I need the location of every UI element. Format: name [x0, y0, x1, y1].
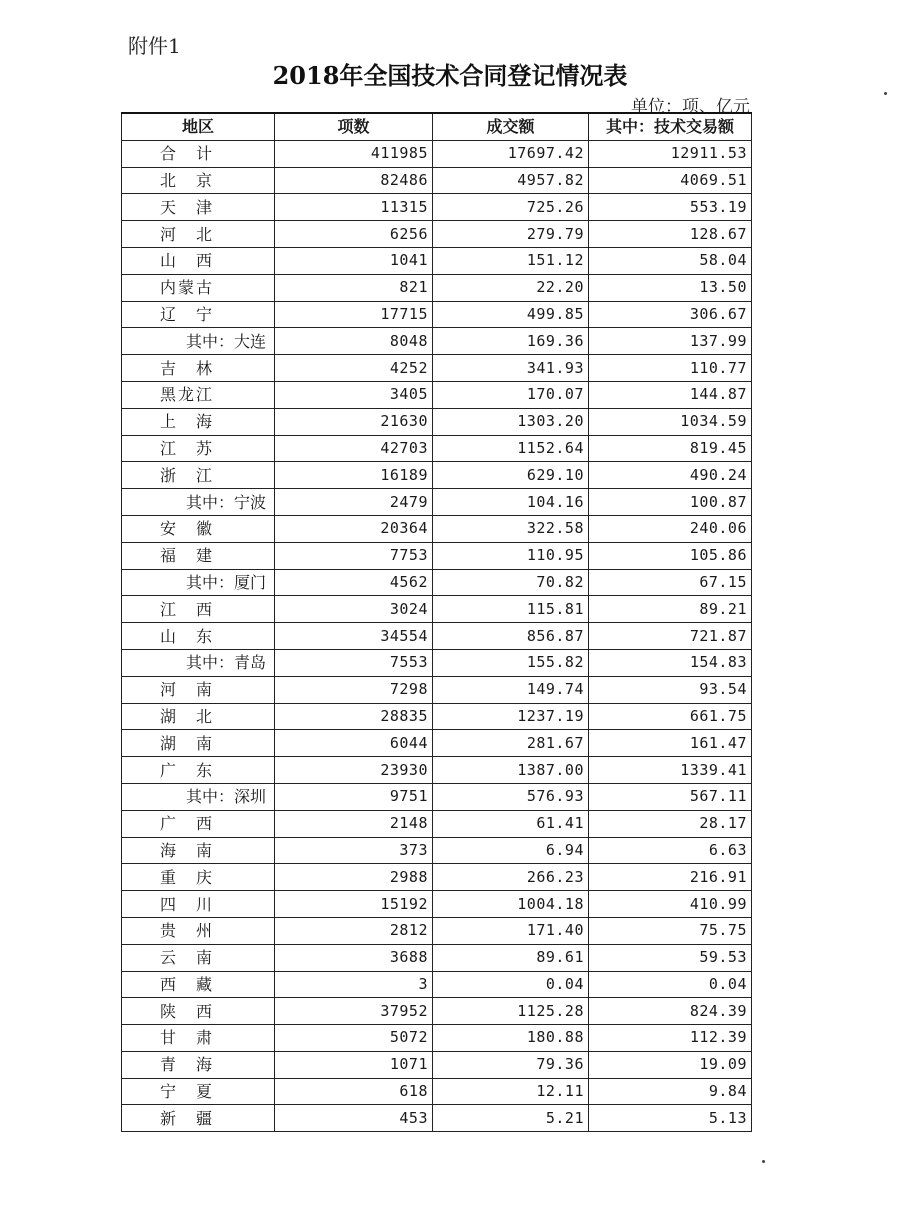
amount-cell: 169.36 [433, 328, 589, 355]
amount-cell: 61.41 [433, 810, 589, 837]
table-row [122, 676, 752, 703]
region-cell: 黑龙江 [122, 381, 275, 408]
region-cell: 北 京 [122, 167, 275, 194]
table-row [122, 1025, 752, 1052]
count-cell: 373 [275, 837, 433, 864]
count-cell: 6256 [275, 221, 433, 248]
region-cell: 山 西 [122, 247, 275, 274]
amount-cell: 79.36 [433, 1051, 589, 1078]
region-cell: 四 川 [122, 891, 275, 918]
count-cell: 821 [275, 274, 433, 301]
count-cell: 11315 [275, 194, 433, 221]
count-cell: 3 [275, 971, 433, 998]
count-cell: 4562 [275, 569, 433, 596]
count-cell: 5072 [275, 1025, 433, 1052]
tech-amount-cell: 28.17 [589, 810, 752, 837]
count-cell: 21630 [275, 408, 433, 435]
count-cell: 2812 [275, 917, 433, 944]
table-row [122, 194, 752, 221]
region-cell: 其中：青岛 [122, 649, 275, 676]
count-cell: 7553 [275, 649, 433, 676]
region-cell: 海 南 [122, 837, 275, 864]
region-cell: 广 西 [122, 810, 275, 837]
region-cell: 陕 西 [122, 998, 275, 1025]
amount-cell: 6.94 [433, 837, 589, 864]
table-row [122, 730, 752, 757]
count-cell: 2988 [275, 864, 433, 891]
table-row [122, 649, 752, 676]
count-cell: 28835 [275, 703, 433, 730]
tech-amount-cell: 144.87 [589, 381, 752, 408]
tech-amount-cell: 137.99 [589, 328, 752, 355]
amount-cell: 180.88 [433, 1025, 589, 1052]
region-cell: 辽 宁 [122, 301, 275, 328]
tech-amount-cell: 112.39 [589, 1025, 752, 1052]
count-cell: 23930 [275, 757, 433, 784]
scan-speck [762, 1160, 765, 1163]
table-row [122, 462, 752, 489]
header-region: 地区 [122, 113, 275, 140]
region-cell: 合 计 [122, 140, 275, 167]
tech-amount-cell: 1339.41 [589, 757, 752, 784]
region-cell: 江 苏 [122, 435, 275, 462]
region-cell: 其中：厦门 [122, 569, 275, 596]
table-row [122, 1078, 752, 1105]
region-cell: 湖 北 [122, 703, 275, 730]
region-cell: 云 南 [122, 944, 275, 971]
count-cell: 2148 [275, 810, 433, 837]
tech-amount-cell: 89.21 [589, 596, 752, 623]
table-row [122, 221, 752, 248]
table-row [122, 408, 752, 435]
header-amount: 成交额 [433, 113, 589, 140]
count-cell: 17715 [275, 301, 433, 328]
table-row [122, 864, 752, 891]
tech-contract-table [121, 112, 752, 1132]
amount-cell: 279.79 [433, 221, 589, 248]
amount-cell: 5.21 [433, 1105, 589, 1132]
amount-cell: 171.40 [433, 917, 589, 944]
tech-amount-cell: 75.75 [589, 917, 752, 944]
region-cell: 湖 南 [122, 730, 275, 757]
table-row [122, 998, 752, 1025]
region-cell: 广 东 [122, 757, 275, 784]
amount-cell: 151.12 [433, 247, 589, 274]
tech-amount-cell: 661.75 [589, 703, 752, 730]
table-row [122, 489, 752, 516]
table-row [122, 381, 752, 408]
amount-cell: 1387.00 [433, 757, 589, 784]
tech-amount-cell: 58.04 [589, 247, 752, 274]
table-row [122, 569, 752, 596]
count-cell: 1041 [275, 247, 433, 274]
unit-note: 单位：项、亿元 [631, 97, 750, 117]
tech-amount-cell: 410.99 [589, 891, 752, 918]
amount-cell: 170.07 [433, 381, 589, 408]
count-cell: 3405 [275, 381, 433, 408]
tech-amount-cell: 216.91 [589, 864, 752, 891]
table-row [122, 301, 752, 328]
tech-amount-cell: 306.67 [589, 301, 752, 328]
amount-cell: 0.04 [433, 971, 589, 998]
count-cell: 2479 [275, 489, 433, 516]
table-header-row [122, 113, 752, 140]
amount-cell: 341.93 [433, 355, 589, 382]
region-cell: 安 徽 [122, 515, 275, 542]
tech-amount-cell: 154.83 [589, 649, 752, 676]
region-cell: 福 建 [122, 542, 275, 569]
amount-cell: 725.26 [433, 194, 589, 221]
tech-amount-cell: 12911.53 [589, 140, 752, 167]
table-row [122, 140, 752, 167]
amount-cell: 70.82 [433, 569, 589, 596]
table-row [122, 917, 752, 944]
amount-cell: 4957.82 [433, 167, 589, 194]
table-row [122, 810, 752, 837]
region-cell: 山 东 [122, 623, 275, 650]
region-cell: 其中：深圳 [122, 783, 275, 810]
tech-amount-cell: 721.87 [589, 623, 752, 650]
amount-cell: 110.95 [433, 542, 589, 569]
amount-cell: 155.82 [433, 649, 589, 676]
region-cell: 甘 肃 [122, 1025, 275, 1052]
count-cell: 42703 [275, 435, 433, 462]
amount-cell: 115.81 [433, 596, 589, 623]
scan-speck [884, 92, 887, 95]
table-row [122, 435, 752, 462]
amount-cell: 17697.42 [433, 140, 589, 167]
table-row [122, 167, 752, 194]
amount-cell: 1303.20 [433, 408, 589, 435]
count-cell: 9751 [275, 783, 433, 810]
tech-amount-cell: 59.53 [589, 944, 752, 971]
tech-amount-cell: 6.63 [589, 837, 752, 864]
count-cell: 34554 [275, 623, 433, 650]
table-row [122, 247, 752, 274]
amount-cell: 149.74 [433, 676, 589, 703]
amount-cell: 1125.28 [433, 998, 589, 1025]
count-cell: 7753 [275, 542, 433, 569]
tech-amount-cell: 1034.59 [589, 408, 752, 435]
region-cell: 河 南 [122, 676, 275, 703]
attachment-label: 附件1 [128, 34, 181, 58]
count-cell: 16189 [275, 462, 433, 489]
header-count: 项数 [275, 113, 433, 140]
count-cell: 1071 [275, 1051, 433, 1078]
tech-amount-cell: 824.39 [589, 998, 752, 1025]
table-row [122, 757, 752, 784]
tech-amount-cell: 128.67 [589, 221, 752, 248]
amount-cell: 322.58 [433, 515, 589, 542]
amount-cell: 499.85 [433, 301, 589, 328]
tech-amount-cell: 553.19 [589, 194, 752, 221]
amount-cell: 281.67 [433, 730, 589, 757]
amount-cell: 266.23 [433, 864, 589, 891]
region-cell: 宁 夏 [122, 1078, 275, 1105]
table-row [122, 783, 752, 810]
amount-cell: 1237.19 [433, 703, 589, 730]
tech-amount-cell: 105.86 [589, 542, 752, 569]
count-cell: 618 [275, 1078, 433, 1105]
count-cell: 82486 [275, 167, 433, 194]
tech-amount-cell: 4069.51 [589, 167, 752, 194]
table-body [122, 140, 752, 1131]
amount-cell: 1152.64 [433, 435, 589, 462]
count-cell: 8048 [275, 328, 433, 355]
tech-amount-cell: 100.87 [589, 489, 752, 516]
table-row [122, 542, 752, 569]
table-row [122, 355, 752, 382]
table-row [122, 515, 752, 542]
tech-amount-cell: 93.54 [589, 676, 752, 703]
table-row [122, 274, 752, 301]
region-cell: 重 庆 [122, 864, 275, 891]
amount-cell: 856.87 [433, 623, 589, 650]
tech-amount-cell: 110.77 [589, 355, 752, 382]
table-row [122, 971, 752, 998]
count-cell: 20364 [275, 515, 433, 542]
tech-amount-cell: 819.45 [589, 435, 752, 462]
count-cell: 4252 [275, 355, 433, 382]
amount-cell: 22.20 [433, 274, 589, 301]
tech-amount-cell: 19.09 [589, 1051, 752, 1078]
tech-amount-cell: 5.13 [589, 1105, 752, 1132]
amount-cell: 104.16 [433, 489, 589, 516]
table-row [122, 891, 752, 918]
region-cell: 其中：大连 [122, 328, 275, 355]
page-title: 2018年全国技术合同登记情况表 [272, 61, 628, 90]
region-cell: 浙 江 [122, 462, 275, 489]
table-row [122, 703, 752, 730]
tech-amount-cell: 67.15 [589, 569, 752, 596]
region-cell: 西 藏 [122, 971, 275, 998]
region-cell: 新 疆 [122, 1105, 275, 1132]
amount-cell: 1004.18 [433, 891, 589, 918]
count-cell: 411985 [275, 140, 433, 167]
region-cell: 天 津 [122, 194, 275, 221]
table-row [122, 596, 752, 623]
region-cell: 吉 林 [122, 355, 275, 382]
table-row [122, 623, 752, 650]
region-cell: 青 海 [122, 1051, 275, 1078]
region-cell: 其中：宁波 [122, 489, 275, 516]
count-cell: 3024 [275, 596, 433, 623]
count-cell: 6044 [275, 730, 433, 757]
count-cell: 453 [275, 1105, 433, 1132]
count-cell: 15192 [275, 891, 433, 918]
table-row [122, 1051, 752, 1078]
region-cell: 内蒙古 [122, 274, 275, 301]
table-row [122, 837, 752, 864]
tech-amount-cell: 9.84 [589, 1078, 752, 1105]
amount-cell: 89.61 [433, 944, 589, 971]
table-row [122, 944, 752, 971]
table-row [122, 328, 752, 355]
header-tech-amount: 其中：技术交易额 [589, 113, 752, 140]
count-cell: 3688 [275, 944, 433, 971]
region-cell: 上 海 [122, 408, 275, 435]
tech-amount-cell: 567.11 [589, 783, 752, 810]
table-row [122, 1105, 752, 1132]
tech-amount-cell: 0.04 [589, 971, 752, 998]
tech-amount-cell: 161.47 [589, 730, 752, 757]
count-cell: 7298 [275, 676, 433, 703]
tech-amount-cell: 240.06 [589, 515, 752, 542]
amount-cell: 629.10 [433, 462, 589, 489]
region-cell: 贵 州 [122, 917, 275, 944]
count-cell: 37952 [275, 998, 433, 1025]
region-cell: 江 西 [122, 596, 275, 623]
region-cell: 河 北 [122, 221, 275, 248]
amount-cell: 576.93 [433, 783, 589, 810]
tech-amount-cell: 13.50 [589, 274, 752, 301]
tech-amount-cell: 490.24 [589, 462, 752, 489]
amount-cell: 12.11 [433, 1078, 589, 1105]
